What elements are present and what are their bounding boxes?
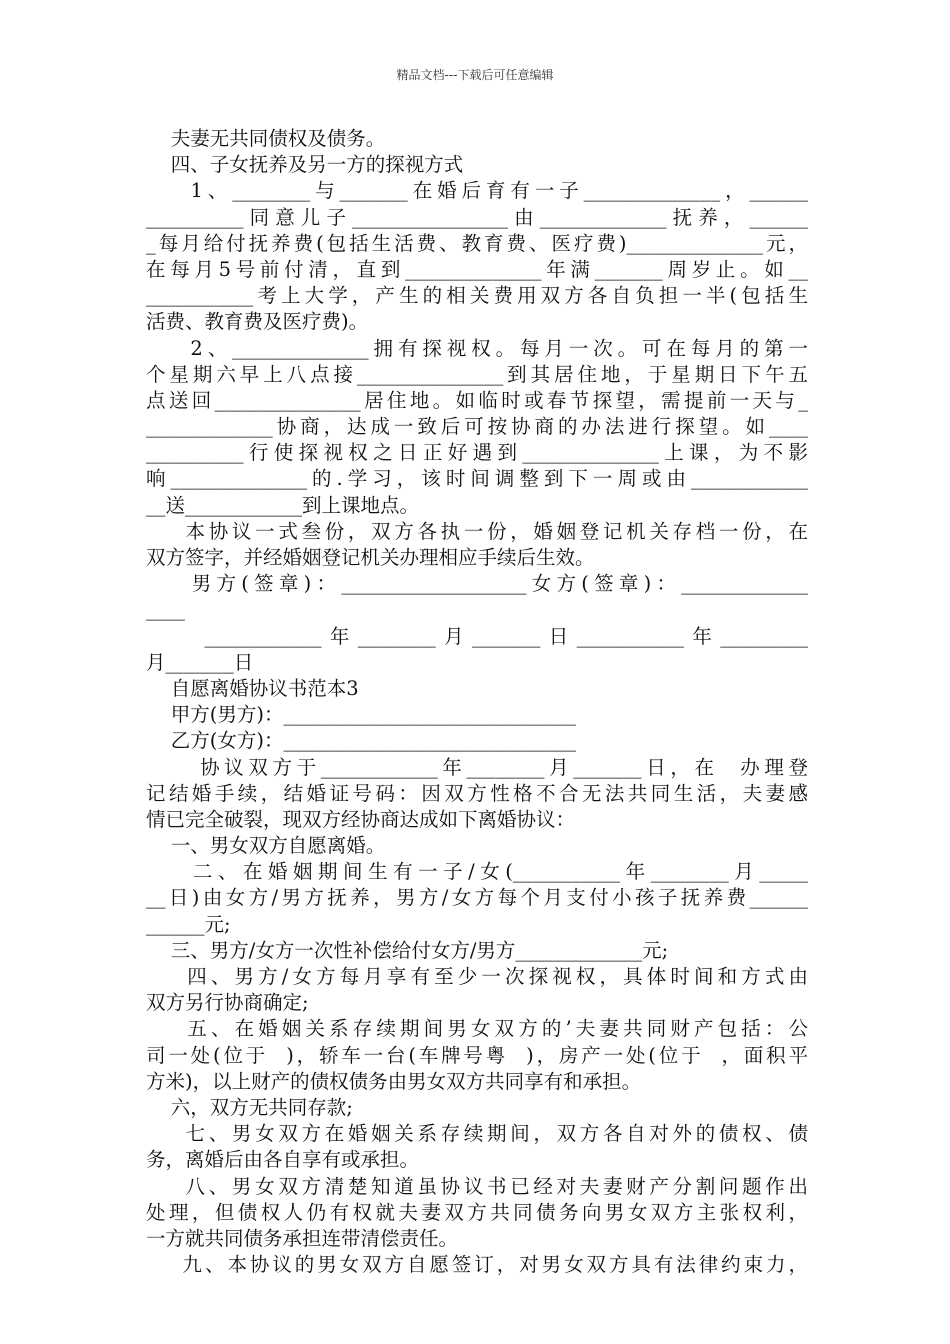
text-line: ____: [146, 598, 185, 622]
text-line: 甲方(男方)：______________________________: [146, 703, 577, 727]
text-line: ______元;: [146, 912, 231, 936]
text-line: __________同意儿子________________由_____________抚养，______: [146, 205, 808, 229]
text-line: 活费、教育费及医疗费)。: [146, 310, 369, 334]
text-line: 双方签字，并经婚姻登记机关办理相应手续后生效。: [146, 546, 595, 569]
text-line: 双方另行协商确定;: [146, 991, 309, 1015]
text-line: __日)由女方/男方抚养，男方/女方每个月支付小孩子抚养费______: [146, 886, 808, 910]
text-line: ___________考上大学，产生的相关费用双方各自负担一半(包括生: [146, 284, 808, 308]
text-line: ____________年________月_______日___________年_________: [146, 624, 808, 648]
text-line: 七、男女双方在婚姻关系存续期间，双方各自对外的债权、债: [146, 1122, 808, 1146]
text-line: 处理，但债权人仍有权就夫妻双方共同债务向男女双方主张权利，: [146, 1200, 808, 1224]
text-line: 一、男女双方自愿离婚。: [146, 834, 386, 858]
text-line: 八、男女双方清楚知道虽协议书已经对夫妻财产分割问题作出: [146, 1174, 808, 1198]
text-line: 一方就共同债务承担连带清偿责任。: [146, 1226, 459, 1250]
text-line: 司一处(位于 )，轿车一台(车牌号粤 )，房产一处(位于 ，面积平: [146, 1043, 808, 1067]
text-line: _____________协商，达成一致后可按协商的办法进行探望。如____: [146, 415, 808, 439]
text-line: 2、______________拥有探视权。每月一次。可在每月的第一: [146, 336, 808, 360]
text-line: 夫妻无共同债权及债务。: [146, 127, 386, 150]
text-line: __送____________到上课地点。: [146, 493, 420, 517]
page-header: 精品文档---下载后可任意编辑: [396, 68, 554, 82]
text-line: 本协议一式叁份，双方各执一份，婚姻登记机关存档一份，在: [146, 519, 808, 543]
text-line: 九、本协议的男女双方自愿签订，对男女双方具有法律约束力，: [146, 1253, 808, 1277]
text-line: 五、在婚姻关系存续期间男女双方的’夫妻共同财产包括：公: [146, 1017, 808, 1041]
text-line: 四、子女抚养及另一方的探视方式: [146, 153, 464, 177]
text-line: 响______________的.学习，该时间调整到下一周或由____________: [146, 467, 808, 491]
text-line: 二、在婚姻期间生有一子/女(___________年________月_____: [146, 860, 808, 884]
text-line: 务，离婚后由各自享有或承担。: [146, 1148, 420, 1172]
text-line: 个星期六早上八点接_______________到其居住地，于星期日下午五: [146, 362, 808, 386]
text-line: 记结婚手续，结婚证号码：因双方性格不合无法共同生活，夫妻感: [146, 781, 808, 805]
text-line: 协议双方于____________年________月_______日，在 办理登: [146, 755, 808, 779]
text-line: 三、男方/女方一次性补偿给付女方/男方_____________元;: [146, 938, 669, 962]
text-line: 月_______日: [146, 650, 254, 674]
text-line: _每月给付抚养费(包括生活费、教育费、医疗费)______________元，: [146, 231, 808, 255]
text-line: 点送回_______________居住地。如临时或春节探望，需提前一天与_: [146, 388, 808, 412]
text-line: 乙方(女方)：______________________________: [146, 729, 577, 753]
document-body: [146, 126, 808, 1278]
text-line: 自愿离婚协议书范本3: [146, 676, 359, 700]
text-line: 情已完全破裂，现双方经协商达成如下离婚协议：: [146, 807, 576, 831]
text-line: __________行使探视权之日正好遇到______________上课，为不影: [146, 441, 808, 465]
text-line: 男方(签章)：___________________女方(签章)：_____________: [146, 572, 808, 596]
text-line: 四、男方/女方每月享有至少一次探视权，具体时间和方式由: [146, 965, 808, 988]
text-line: 六，双方无共同存款;: [146, 1095, 353, 1119]
text-line: 1、________与_______在婚后育有一子______________，______: [146, 179, 808, 203]
text-line: 在每月5号前付清，直到______________年满_______周岁止。如__: [146, 257, 808, 281]
text-line: 方米)，以上财产的债权债务由男女双方共同享有和承担。: [146, 1069, 642, 1093]
